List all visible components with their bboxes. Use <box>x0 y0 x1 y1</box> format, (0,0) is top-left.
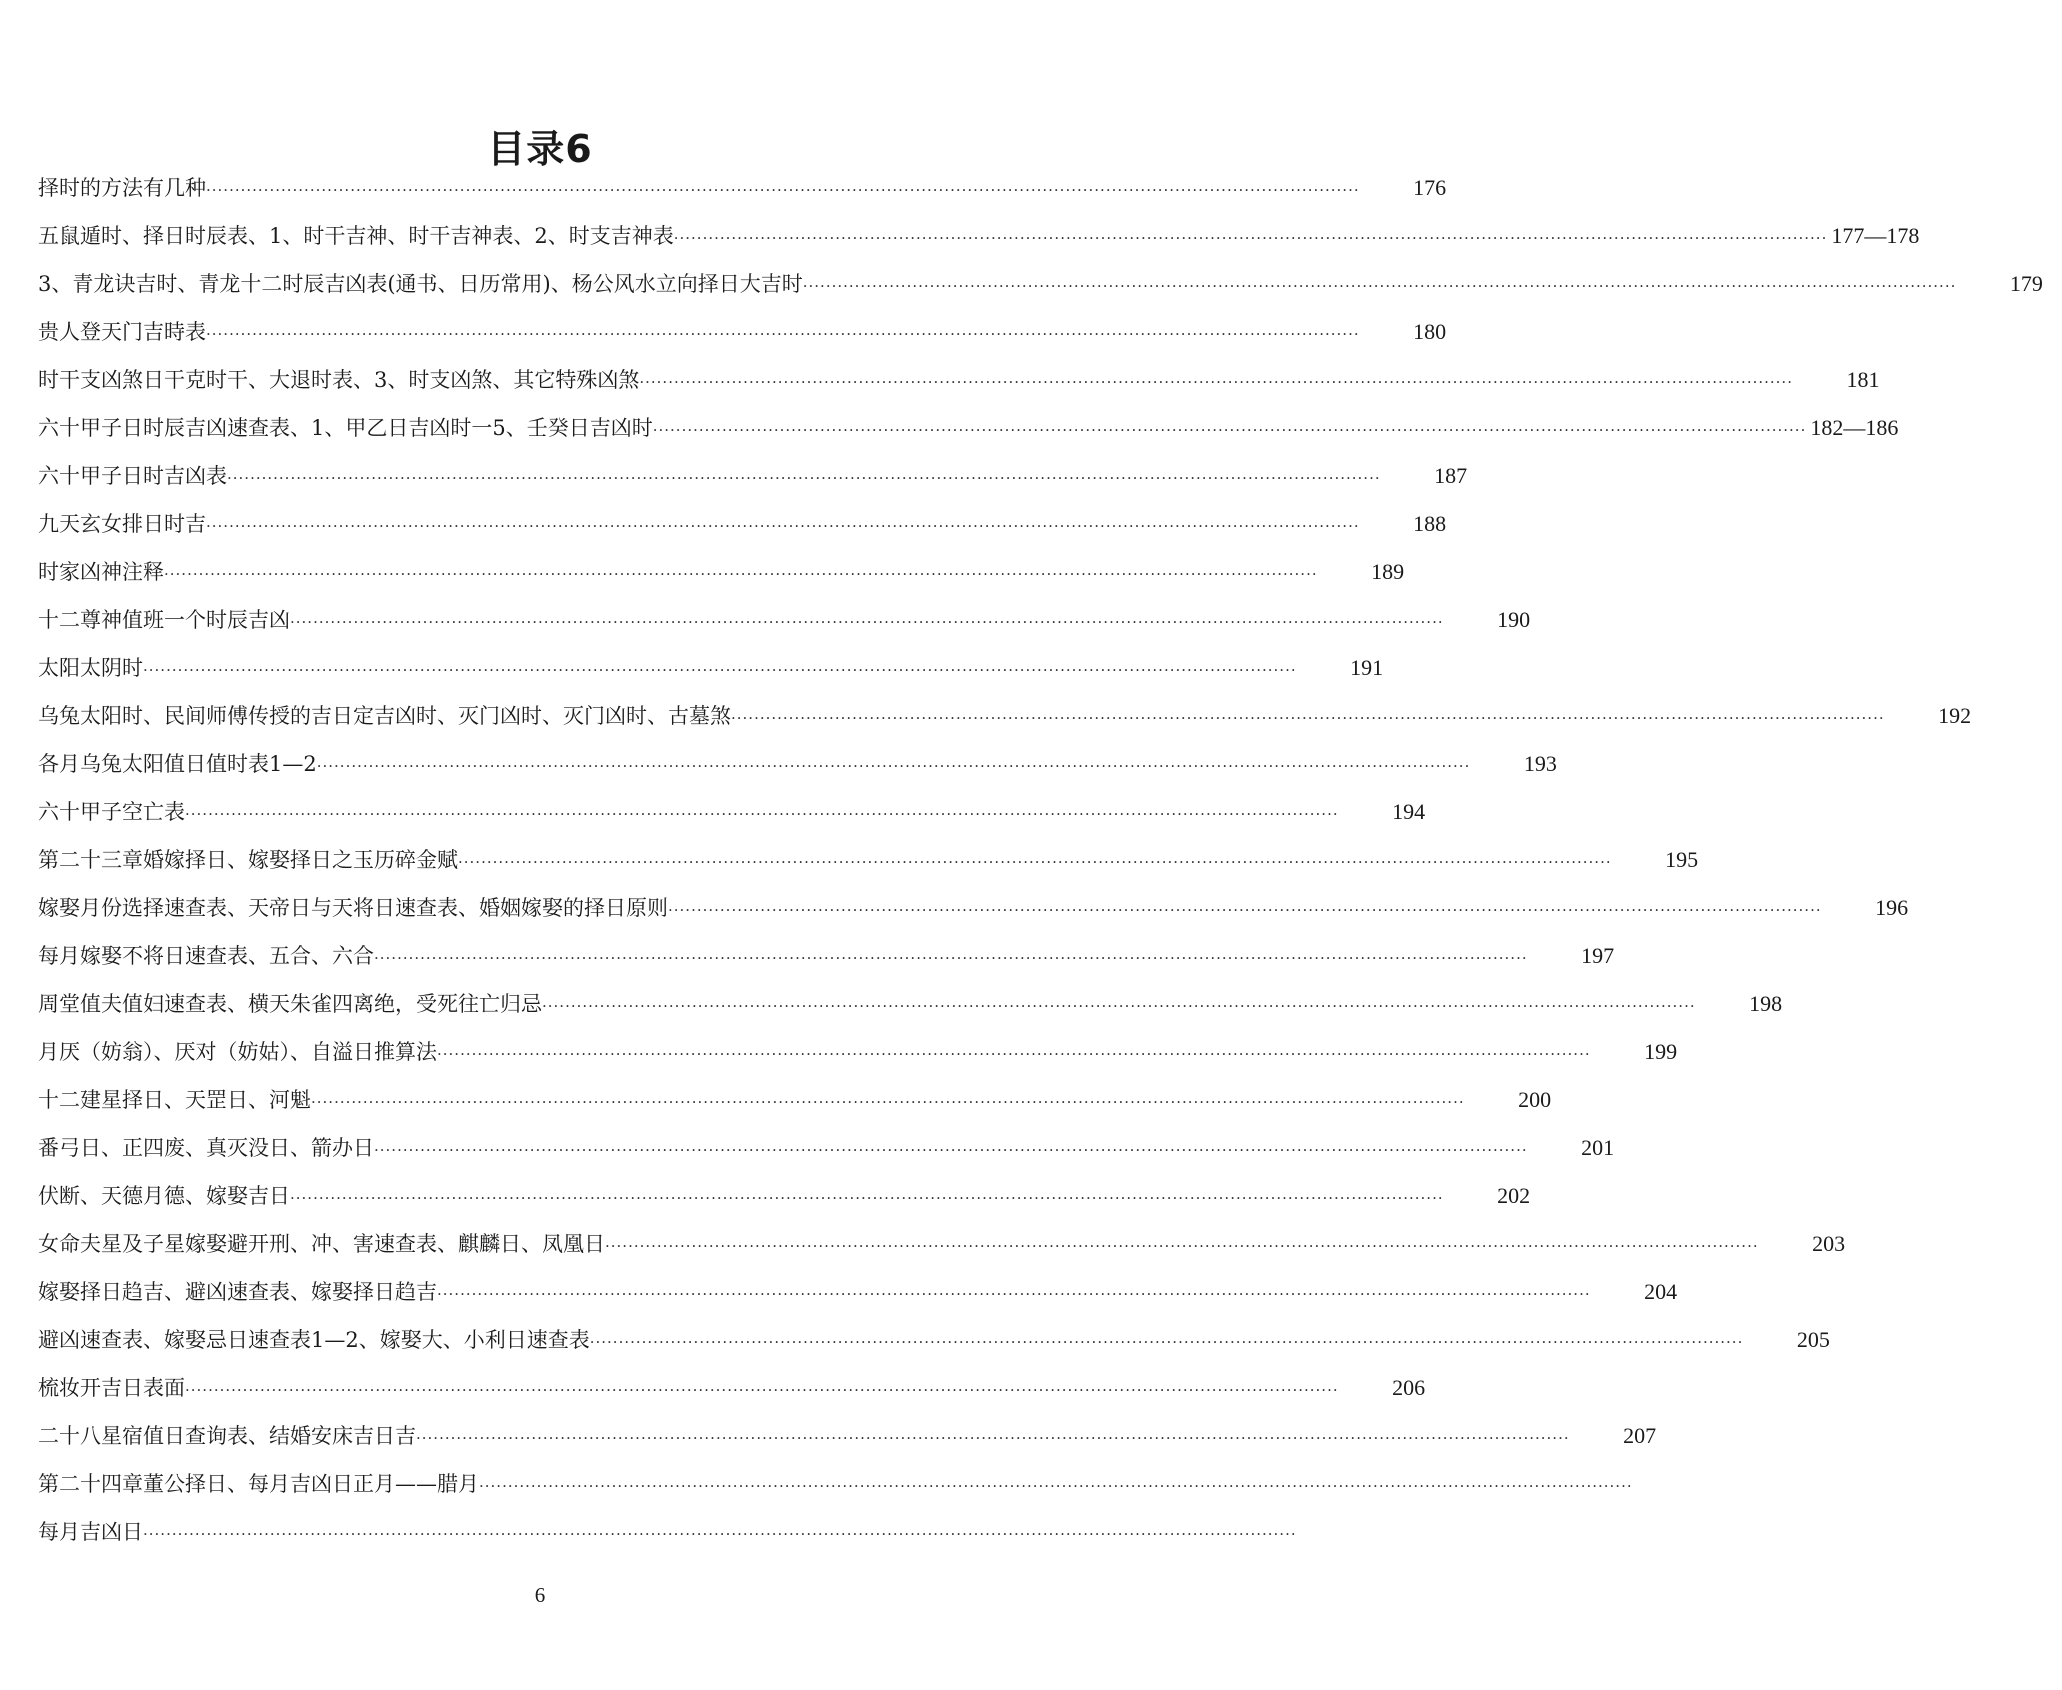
toc-entry <box>38 796 1426 844</box>
toc-entry <box>38 1276 1678 1324</box>
toc-entry-title: 贵人登天门吉時表 <box>38 320 206 344</box>
table-of-contents <box>38 172 2043 1564</box>
page-title: 目录6 <box>487 127 593 171</box>
toc-leader-dots: ········································································································································································································ <box>290 1189 1444 1207</box>
toc-entry <box>38 364 1880 412</box>
toc-entry <box>38 1324 1830 1372</box>
toc-entry-page: 193 <box>1523 751 1557 776</box>
toc-entry-page: 189 <box>1371 559 1405 584</box>
toc-entry-page: 188 <box>1413 511 1447 536</box>
toc-entry <box>38 892 1909 940</box>
toc-leader-dots: ········································································································································································································ <box>290 613 1444 631</box>
toc-entry <box>38 172 1447 220</box>
toc-entry-title: 番弓日、正四废、真灭没日、箭办日 <box>38 1136 374 1160</box>
toc-leader-dots: ········································································································································································································ <box>227 469 1381 487</box>
toc-entry <box>38 460 1468 508</box>
toc-entry-title: 每月嫁娶不将日速查表、五合、六合 <box>38 944 374 968</box>
toc-entry-title: 月厌（妨翁）、厌对（妨姑）、自溢日推算法 <box>38 1040 437 1064</box>
toc-entry-title: 第二十三章婚嫁择日、嫁娶择日之玉历碎金赋 <box>38 848 458 872</box>
toc-entry-title: 3、青龙诀吉时、青龙十二时辰吉凶表(通书、日历常用)、杨公风水立向择日大吉时 <box>38 272 803 296</box>
toc-entry-title: 伏断、天德月德、嫁娶吉日 <box>38 1184 290 1208</box>
toc-leader-dots: ········································································································································································································ <box>206 325 1360 343</box>
toc-entry <box>38 700 1972 748</box>
toc-entry <box>38 1180 1531 1228</box>
toc-entry-page: 207 <box>1623 1423 1657 1448</box>
toc-entry-page: 179 <box>2009 271 2043 296</box>
toc-entry-title: 时干支凶煞日干克时干、大退时表、3、时支凶煞、其它特殊凶煞 <box>38 368 640 392</box>
toc-entry <box>38 556 1405 604</box>
toc-leader-dots: ········································································································································································································ <box>374 949 1528 967</box>
toc-entry-title: 梳妆开吉日表面 <box>38 1376 185 1400</box>
toc-leader-dots: ········································································································································································································ <box>652 421 1807 439</box>
toc-entry <box>38 1468 1633 1516</box>
toc-leader-dots: ········································································································································································································ <box>437 1045 1591 1063</box>
toc-leader-dots: ········································································································································································································ <box>673 229 1828 247</box>
toc-entry-title: 六十甲子日时辰吉凶速查表、1、甲乙日吉凶时一5、壬癸日吉凶时 <box>38 416 653 440</box>
toc-entry-title: 二十八星宿值日查询表、结婚安床吉日吉 <box>38 1424 416 1448</box>
toc-leader-dots: ········································································································································································································ <box>143 1525 1297 1543</box>
toc-entry-title: 十二建星择日、天罡日、河魁 <box>38 1088 311 1112</box>
toc-entry <box>38 412 1899 460</box>
toc-entry-page: 203 <box>1812 1231 1846 1256</box>
toc-leader-dots: ········································································································································································································ <box>802 277 1957 295</box>
toc-leader-dots: ········································································································································································································ <box>458 853 1612 871</box>
toc-entry-title: 乌兔太阳时、民间师傅传授的吉日定吉凶时、灭门凶时、灭门凶时、古墓煞 <box>38 704 731 728</box>
toc-entry <box>38 1084 1552 1132</box>
toc-entry <box>38 316 1447 364</box>
toc-leader-dots: ········································································································································································································ <box>311 1093 1465 1111</box>
toc-entry-title: 六十甲子空亡表 <box>38 800 185 824</box>
toc-leader-dots: ········································································································································································································ <box>605 1237 1759 1255</box>
toc-leader-dots: ········································································································································································································ <box>143 661 1297 679</box>
toc-entry-title: 时家凶神注释 <box>38 560 164 584</box>
toc-entry-page: 192 <box>1938 703 1972 728</box>
toc-leader-dots: ········································································································································································································ <box>731 709 1885 727</box>
toc-entry <box>38 1516 1297 1564</box>
toc-entry <box>38 844 1699 892</box>
toc-entry-page: 201 <box>1581 1135 1615 1160</box>
toc-entry <box>38 748 1557 796</box>
toc-entry-title: 五鼠遁时、择日时辰表、1、时干吉神、时干吉神表、2、时支吉神表 <box>38 224 674 248</box>
toc-entry <box>38 1228 1846 1276</box>
toc-entry-page: 181 <box>1846 367 1880 392</box>
toc-entry-title: 嫁娶择日趋吉、避凶速查表、嫁娶择日趋吉 <box>38 1280 437 1304</box>
toc-leader-dots: ········································································································································································································ <box>437 1285 1591 1303</box>
toc-entry-page: 195 <box>1665 847 1699 872</box>
toc-entry-page: 206 <box>1392 1375 1426 1400</box>
toc-entry-title: 各月乌兔太阳值日值时表1—2 <box>38 752 317 776</box>
toc-leader-dots: ········································································································································································································ <box>589 1333 1744 1351</box>
toc-entry <box>38 268 2043 316</box>
toc-entry <box>38 1372 1426 1420</box>
toc-entry-page: 204 <box>1644 1279 1678 1304</box>
toc-entry <box>38 1420 1657 1468</box>
toc-entry-page: 187 <box>1434 463 1468 488</box>
toc-entry <box>38 220 1920 268</box>
toc-entry-title: 嫁娶月份选择速查表、天帝日与天将日速查表、婚姻嫁娶的择日原则 <box>38 896 668 920</box>
toc-entry-title: 十二尊神值班一个时辰吉凶 <box>38 608 290 632</box>
toc-entry-page: 180 <box>1413 319 1447 344</box>
toc-entry-page: 196 <box>1875 895 1909 920</box>
toc-entry <box>38 508 1447 556</box>
toc-leader-dots: ········································································································································································································ <box>668 901 1822 919</box>
toc-entry-page: 200 <box>1518 1087 1552 1112</box>
toc-entry-title: 避凶速查表、嫁娶忌日速查表1—2、嫁娶大、小利日速查表 <box>38 1328 590 1352</box>
toc-entry <box>38 1132 1615 1180</box>
toc-entry-page: 202 <box>1497 1183 1531 1208</box>
toc-entry-title: 周堂值夫值妇速查表、横天朱雀四离绝，受死往亡归忌 <box>38 992 542 1016</box>
toc-entry <box>38 940 1615 988</box>
toc-entry-page: 199 <box>1644 1039 1678 1064</box>
page-number: 6 <box>534 1583 546 1607</box>
toc-leader-dots: ········································································································································································································ <box>542 997 1696 1015</box>
toc-entry-title: 九天玄女排日时吉 <box>38 512 206 536</box>
toc-leader-dots: ········································································································································································································ <box>206 181 1360 199</box>
toc-entry-title: 六十甲子日时吉凶表 <box>38 464 227 488</box>
toc-entry-page: 176 <box>1413 175 1447 200</box>
toc-entry-page: 177—178 <box>1831 223 1920 248</box>
toc-entry <box>38 652 1384 700</box>
toc-leader-dots: ········································································································································································································ <box>479 1477 1633 1495</box>
toc-entry-page: 190 <box>1497 607 1531 632</box>
toc-entry-page: 198 <box>1749 991 1783 1016</box>
toc-entry <box>38 604 1531 652</box>
toc-entry <box>38 988 1783 1036</box>
toc-entry-page: 197 <box>1581 943 1615 968</box>
toc-leader-dots: ········································································································································································································ <box>185 1381 1339 1399</box>
toc-leader-dots: ········································································································································································································ <box>164 565 1318 583</box>
toc-entry-page: 194 <box>1392 799 1426 824</box>
toc-leader-dots: ········································································································································································································ <box>316 757 1471 775</box>
toc-entry <box>38 1036 1678 1084</box>
toc-entry-title: 第二十四章董公择日、每月吉凶日正月——腊月 <box>38 1472 479 1496</box>
toc-leader-dots: ········································································································································································································ <box>639 373 1793 391</box>
toc-entry-page: 205 <box>1796 1327 1830 1352</box>
toc-entry-title: 女命夫星及子星嫁娶避开刑、冲、害速查表、麒麟日、凤凰日 <box>38 1232 605 1256</box>
toc-leader-dots: ········································································································································································································ <box>374 1141 1528 1159</box>
toc-entry-title: 每月吉凶日 <box>38 1520 143 1544</box>
toc-entry-title: 太阳太阴时 <box>38 656 143 680</box>
toc-entry-title: 择时的方法有几种 <box>38 176 206 200</box>
toc-leader-dots: ········································································································································································································ <box>206 517 1360 535</box>
toc-leader-dots: ········································································································································································································ <box>185 805 1339 823</box>
toc-entry-page: 191 <box>1350 655 1384 680</box>
toc-leader-dots: ········································································································································································································ <box>416 1429 1570 1447</box>
toc-entry-page: 182—186 <box>1810 415 1899 440</box>
